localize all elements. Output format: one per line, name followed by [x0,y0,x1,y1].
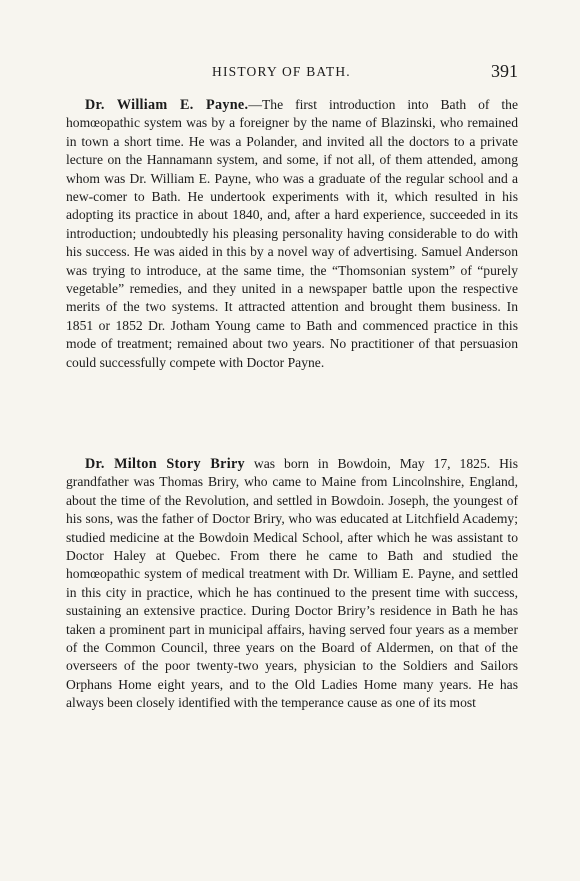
entry-name: Dr. William E. Payne. [85,97,249,113]
entry-name: Dr. Milton Story Briry [85,456,245,472]
running-head [0,63,580,83]
entry-text: was born in Bowdoin, May 17, 1825. His grandfather was Thomas Briry, who came to Maine from Lincolnshire, England, about the time of the Revolution, and settled in Bowdoin. Joseph, the youngest of his sons, was the father of Doctor Briry, who was educated at Litchfield Academy; studied medicine at the Bowdoin Medical School, after which he was assistant to Doctor Haley at Quebec. From there he came to Bath and studied the homœopathic system of medical treatment with Dr. William E. Payne, and settled in this city in practice, which he has continued to the present time with success, sustaining an extensive practice. During Doctor Briry’s residence in Bath he has taken a prominent part in municipal affairs, having served four years as a member of the Common Council, three years on the Board of Aldermen, on that of the overseers of the poor twenty-two years, physician to the Soldiers and Sailors Orphans Home eight years, and to the Old Ladies Home many years. He has always been closely identified with the temperance cause as one of its most [66,456,518,711]
entry-payne [66,96,518,372]
entry-briry [66,455,518,713]
header-title: HISTORY OF BATH. [212,64,351,79]
page-number: 391 [491,61,518,81]
entry-text: —The first introduction into Bath of the homœopathic system was by a foreigner by the name of Blazinski, who remained in town a short time. He was a Polander, and invited all the doctors to a private lecture on the Hannamann system, and some, if not all, of them attended, among whom was Dr. William E. Payne, who was a graduate of the regular school and a new-comer to Bath. He undertook experiments with it, which resulted in his adopting its practice in about 1840, and, after a hard experience, succeeded in its introduction; undoubtedly his pleasing personality having considerable to do with his success. He was aided in this by a novel way of advertising. Samuel Anderson was trying to introduce, at the same time, the “Thomsonian system” of “purely vegetable” remedies, and they united in a newspaper battle upon the respective merits of the two systems. It attracted attention and brought them business. In 1851 or 1852 Dr. Jotham Young came to Bath and commenced practice in this mode of treatment; remained about two years. No practitioner of that persuasion could successfully compete with Doctor Payne. [66,97,519,370]
